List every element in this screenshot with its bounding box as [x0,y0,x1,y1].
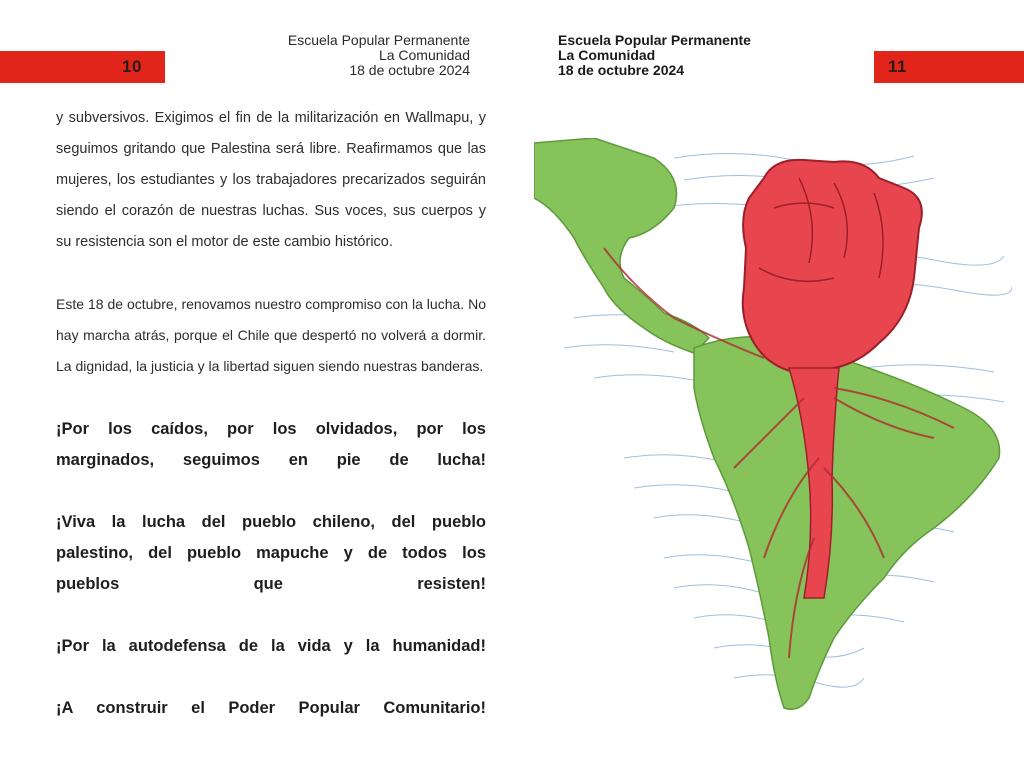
header-school: Escuela Popular Permanente [558,32,751,48]
page-header [288,33,470,78]
slogan: ¡Viva la lucha del pueblo chileno, del pueblo palestino, del pueblo mapuche y de todos los pueblos que resisten! [56,513,486,593]
header-date: 18 de octubre 2024 [349,62,470,78]
header-community: La Comunidad [558,47,656,63]
body-paragraph: y subversivos. Exigimos el fin de la militarización en Wallmapu, y seguimos gritando que Palestina será libre. Reafirmamos que las mujeres, los estudiantes y los trabajadores precarizados seguirán siendo el corazón de nuestras luchas. Sus voces, sus cuerpos y su resistencia son el motor de este cambio histórico. [56,110,486,250]
page-number: 10 [122,57,142,76]
right-page [512,0,1024,757]
page-header [558,33,751,78]
page-number: 11 [888,57,907,76]
slogan: ¡Por los caídos, por los olvidados, por los marginados, seguimos en pie de lucha! [56,420,486,469]
header-date: 18 de octubre 2024 [558,62,685,78]
page-number-band [874,51,1024,83]
page-number-band [0,51,165,83]
header-school: Escuela Popular Permanente [287,32,470,48]
slogan: ¡Por la autodefensa de la vida y la humanidad! [56,637,486,655]
slogan: ¡A construir el Poder Popular Comunitario! [56,699,486,717]
body-paragraph: Este 18 de octubre, renovamos nuestro compromiso con la lucha. No hay marcha atrás, porque el Chile que despertó no volverá a dormir. La dignidad, la justicia y la libertad siguen siendo nuestras banderas. [56,296,486,374]
header-community: La Comunidad [378,47,470,63]
raised-fist-over-americas-illustration [534,138,1012,718]
